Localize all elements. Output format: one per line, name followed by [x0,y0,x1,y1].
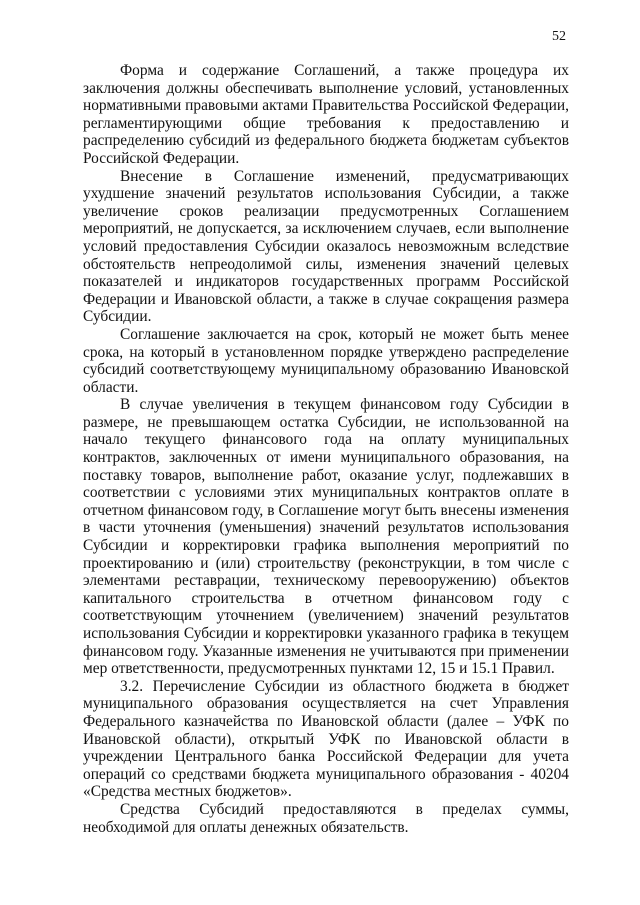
document-body [83,62,569,836]
paragraph-agreement-form: Форма и содержание Соглашений, а также процедура их заключения должны обеспечивать выполнение условий, установленных нормативными правовыми актами Правительства Российской Федерации, регламентирующими общие требования к предоставлению и распределению субсидий из федерального бюджета бюджетам субъектов Российской Федерации. [83,62,569,167]
paragraph-subsidy-transfer: 3.2. Перечисление Субсидии из областного бюджета в бюджет муниципального образования осуществляется на счет Управления Федерального казначейства по Ивановской области (далее – УФК по Ивановской области), открытый УФК по Ивановской области в учреждении Центрального банка Российской Федерации для учета операций со средствами бюджета муниципального образования - 40204 «Средства местных бюджетов». [83,677,569,801]
paragraph-subsidy-limits: Средства Субсидий предоставляются в пределах суммы, необходимой для оплаты денежных обязательств. [83,800,569,836]
paragraph-agreement-changes: Внесение в Соглашение изменений, предусматривающих ухудшение значений результатов использования Субсидии, а также увеличение сроков реализации предусмотренных Соглашением мероприятий, не допускается, за исключением случаев, если выполнение условий предоставления Субсидии оказалось невозможным вследствие обстоятельств непреодолимой силы, изменения значений целевых показателей и индикаторов государственных программ Российской Федерации и Ивановской области, а также в случае сокращения размера Субсидии. [83,167,569,326]
page-number: 52 [552,29,566,44]
paragraph-agreement-term: Соглашение заключается на срок, который не может быть менее срока, на который в установленном порядке утверждено распределение субсидий соответствующему муниципальному образованию Ивановской области. [83,325,569,396]
paragraph-subsidy-increase: В случае увеличения в текущем финансовом году Субсидии в размере, не превышающем остатка Субсидии, не использованной на начало текущего финансового года на оплату муниципальных контрактов, заключенных от имени муниципального образования, на поставку товаров, выполнение работ, оказание услуг, подлежавших в соответствии с условиями этих муниципальных контрактов оплате в отчетном финансовом году, в Соглашение могут быть внесены изменения в части уточнения (уменьшения) значений результатов использования Субсидии и корректировки графика выполнения мероприятий по проектированию и (или) строительству (реконструкции, в том числе с элементами реставрации, техническому перевооружению) объектов капитального строительства в отчетном финансовом году с соответствующим уточнением (увеличением) значений результатов использования Субсидии и корректировки указанного графика в текущем финансовом году. Указанные изменения не учитываются при применении мер ответственности, предусмотренных пунктами 12, 15 и 15.1 Правил. [83,396,569,678]
